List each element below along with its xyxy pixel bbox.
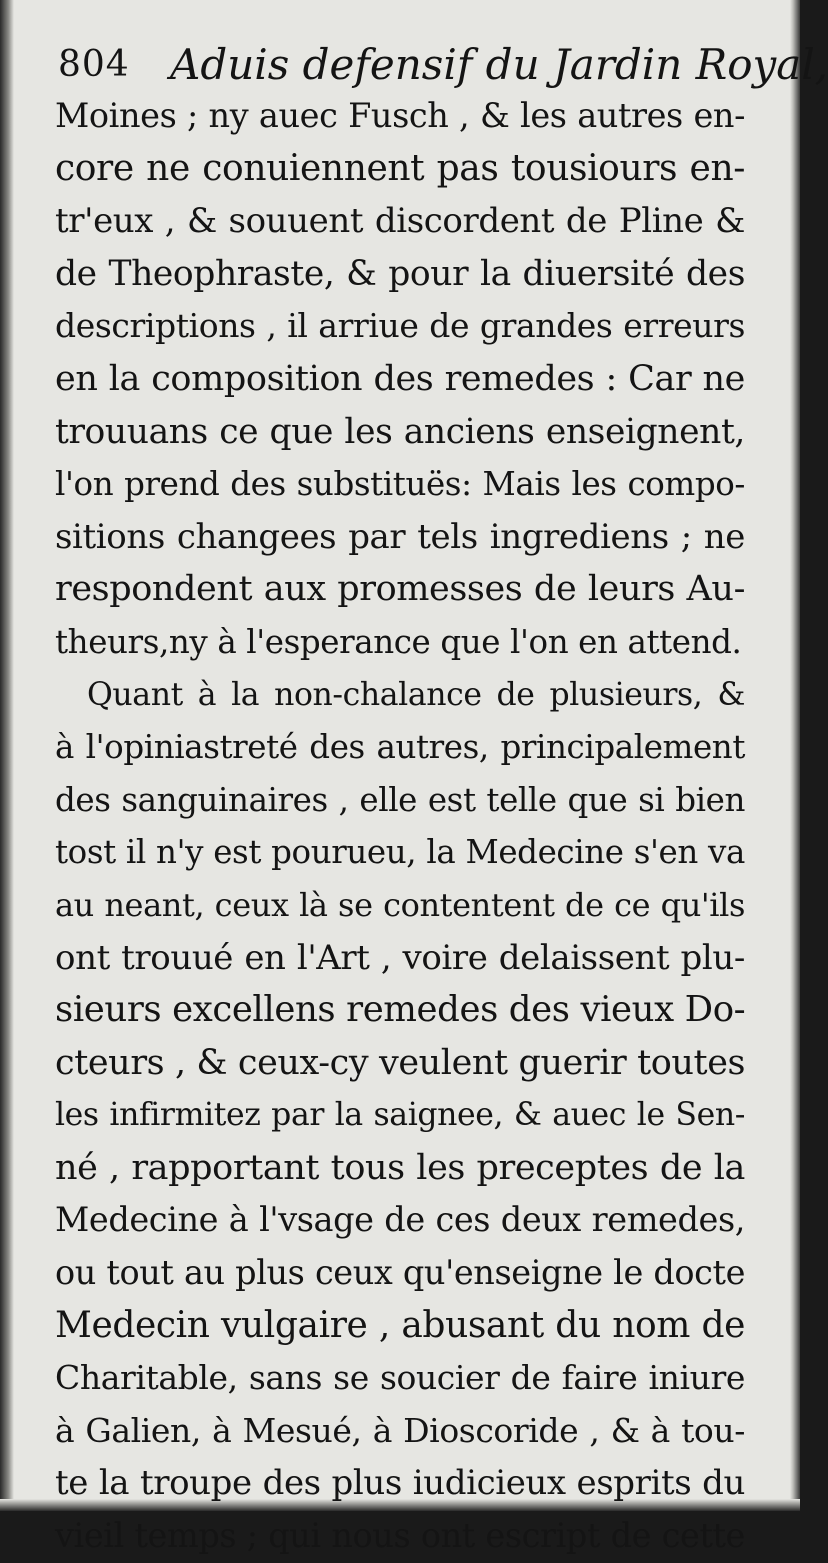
binding-edge <box>0 0 14 1511</box>
running-title: Aduis defensif du Jardin Royal, <box>170 40 828 89</box>
text-line: l'on prend des substituës: Mais les compo- <box>55 465 745 504</box>
text-line: tost il n'y est pourueu, la Medecine s'en va <box>55 833 745 872</box>
text-line: Medecin vulgaire , abusant du nom de <box>55 1304 745 1346</box>
text-line: vieil temps ; qui nous ont escript de cette <box>55 1516 745 1556</box>
text-line: respondent aux promesses de leurs Au- <box>55 569 745 610</box>
text-line: sitions changees par tels ingrediens ; ne <box>55 516 745 557</box>
text-line: né , rapportant tous les preceptes de la <box>55 1147 745 1188</box>
body-text <box>55 90 745 1563</box>
text-line: Moines ; ny auec Fusch , & les autres en- <box>55 96 745 135</box>
text-line: ou tout au plus ceux qu'enseigne le docte <box>55 1253 745 1293</box>
text-line: les infirmitez par la saignee, & auec le Sen- <box>55 1097 745 1134</box>
text-line: à Galien, à Mesué, à Dioscoride , & à tou- <box>55 1410 745 1450</box>
paragraph-start-line: Quant à la non-chalance de plusieurs, & <box>87 676 745 713</box>
text-line: des sanguinaires , elle est telle que si bien <box>55 780 745 819</box>
text-line: sieurs excellens remedes des vieux Do- <box>55 989 746 1031</box>
text-line: à l'opiniastreté des autres, principalement <box>55 728 745 767</box>
text-line: trouuans ce que les anciens enseignent, <box>55 411 745 452</box>
text-line: core ne conuiennent pas tousiours en- <box>55 147 745 189</box>
text-line: au neant, ceux là se contentent de ce qu'ils <box>55 885 745 924</box>
text-line: de Theophraste, & pour la diuersité des <box>55 253 745 294</box>
text-line: descriptions , il arriue de grandes erreurs <box>55 306 745 346</box>
text-line: Medecine à l'vsage de ces deux remedes, <box>55 1200 745 1240</box>
paragraph-end-line: theurs,ny à l'esperance que l'on en attend. <box>55 622 742 661</box>
page-header <box>58 32 828 94</box>
text-line: en la composition des remedes : Car ne <box>55 358 745 399</box>
page-number: 804 <box>58 44 130 85</box>
text-line: Charitable, sans se soucier de faire iniure <box>55 1358 745 1398</box>
text-line: cteurs , & ceux-cy veulent guerir toutes <box>55 1042 746 1083</box>
text-line: ont trouué en l'Art , voire delaissent plu- <box>55 937 745 978</box>
text-line: te la troupe des plus iudicieux esprits du <box>55 1463 745 1504</box>
text-line: tr'eux , & souuent discordent de Pline & <box>55 201 745 242</box>
page-edge-right <box>790 0 800 1511</box>
